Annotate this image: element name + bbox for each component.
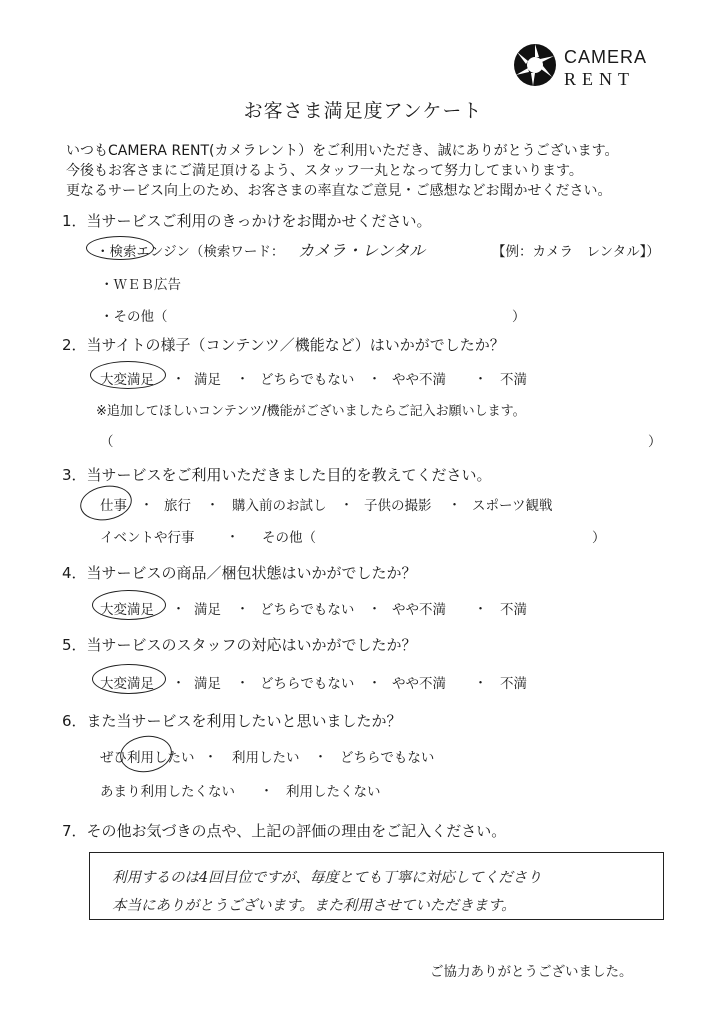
separator: ・ (448, 498, 462, 513)
q2-option-satisfied: 満足 (194, 372, 221, 388)
separator: ・ (226, 530, 240, 545)
q1-question: 1．当サービスご利用のきっかけをお聞かせください。 (62, 212, 432, 230)
q5-option-neutral: どちらでもない (260, 676, 355, 692)
separator: ・ (340, 498, 354, 513)
q5-question: 5．当サービスのスタッフの対応はいかがでしたか？ (62, 636, 417, 654)
q7-comment-line-2: 本当にありがとうございます。また利用させていただきます。 (112, 898, 516, 914)
q2-option-neutral: どちらでもない (260, 372, 355, 388)
q1-search-word-answer: カメラ・レンタル (298, 241, 425, 260)
q1-option-search-engine: ・検索エンジン（検索ワード： (96, 244, 285, 260)
q6-option-yes: 利用したい (232, 750, 300, 766)
logo-line-rent: RENT (564, 69, 635, 89)
q4-option-somewhat-dissatisfied: やや不満 (392, 602, 446, 618)
separator: ・ (204, 750, 218, 765)
separator: ・ (368, 602, 382, 617)
separator: ・ (474, 676, 488, 691)
q2-option-dissatisfied: 不満 (500, 372, 527, 388)
separator: ・ (140, 498, 154, 513)
q4-question: 4．当サービスの商品／梱包状態はいかがでしたか？ (62, 564, 417, 582)
camera-rent-logo (512, 42, 662, 94)
q2-close-paren: ） (648, 434, 662, 450)
q1-example: 【例：カメラ レンタル】） (492, 244, 660, 260)
q3-option-trial: 購入前のお試し (232, 498, 327, 514)
separator: ・ (368, 372, 382, 387)
q2-option-somewhat-dissatisfied: やや不満 (392, 372, 446, 388)
logo-line-camera: CAMERA (564, 47, 648, 67)
aperture-icon (512, 42, 558, 88)
separator: ・ (368, 676, 382, 691)
separator: ・ (206, 498, 220, 513)
q2-question: 2．当サイトの様子（コンテンツ／機能など）はいかがでしたか？ (62, 336, 505, 354)
q2-note: ※追加してほしいコンテンツ/機能がございましたらご記入お願いします。 (96, 404, 526, 419)
q3-other-close: ） (592, 530, 606, 546)
q6-option-no: 利用したくない (286, 784, 381, 800)
separator: ・ (172, 602, 186, 617)
q5-option-satisfied: 満足 (194, 676, 221, 692)
separator: ・ (172, 372, 186, 387)
q4-option-neutral: どちらでもない (260, 602, 355, 618)
q6-option-neutral: どちらでもない (340, 750, 435, 766)
q7-question: 7．その他お気づきの点や、上記の評価の理由をご記入ください。 (62, 822, 507, 840)
survey-title: お客さま満足度アンケート (243, 100, 483, 122)
q4-option-very-satisfied: 大変満足 (100, 602, 154, 618)
intro-line-3: 更なるサービス向上のため、お客さまの率直なご意見・ご感想などお聞かせください。 (66, 183, 612, 199)
q4-option-dissatisfied: 不満 (500, 602, 527, 618)
q6-option-not-really: あまり利用したくない (100, 784, 235, 800)
separator: ・ (260, 784, 274, 799)
q4-option-satisfied: 満足 (194, 602, 221, 618)
q3-option-travel: 旅行 (164, 498, 191, 514)
q1-other-close: ） (512, 309, 526, 325)
separator: ・ (236, 602, 250, 617)
q3-option-event: イベントや行事 (100, 530, 195, 546)
q6-question: 6．また当サービスを利用したいと思いましたか？ (62, 712, 402, 730)
q3-option-sports: スポーツ観戦 (472, 498, 553, 514)
q5-option-somewhat-dissatisfied: やや不満 (392, 676, 446, 692)
q1-option-other: ・その他（ (100, 309, 168, 325)
separator: ・ (314, 750, 328, 765)
separator: ・ (172, 676, 186, 691)
q3-question: 3．当サービスをご利用いただきました目的を教えてください。 (62, 466, 492, 484)
q3-option-work: 仕事 (100, 498, 127, 514)
separator: ・ (474, 602, 488, 617)
separator: ・ (474, 372, 488, 387)
q3-option-kids-photo: 子供の撮影 (364, 498, 432, 514)
separator: ・ (236, 372, 250, 387)
q2-open-paren: （ (100, 434, 114, 450)
intro-line-2: 今後もお客さまにご満足頂けるよう、スタッフ一丸となって努力してまいります。 (66, 163, 583, 179)
q1-option-web-ad: ・ＷＥＢ広告 (100, 277, 181, 293)
q7-comment-line-1: 利用するのは4回目位ですが、毎度とても丁寧に対応してくださり (112, 870, 542, 886)
q2-option-very-satisfied: 大変満足 (100, 372, 154, 388)
closing-thanks: ご協力ありがとうございました。 (430, 964, 633, 980)
q5-option-very-satisfied: 大変満足 (100, 676, 154, 692)
q3-option-other: その他（ (262, 530, 316, 546)
intro-line-1: いつもCAMERA RENT(カメラレント）をご利用いただき、誠にありがとうございます。 (66, 143, 619, 159)
separator: ・ (236, 676, 250, 691)
q6-option-definitely: ぜひ利用したい (100, 750, 195, 766)
q5-option-dissatisfied: 不満 (500, 676, 527, 692)
